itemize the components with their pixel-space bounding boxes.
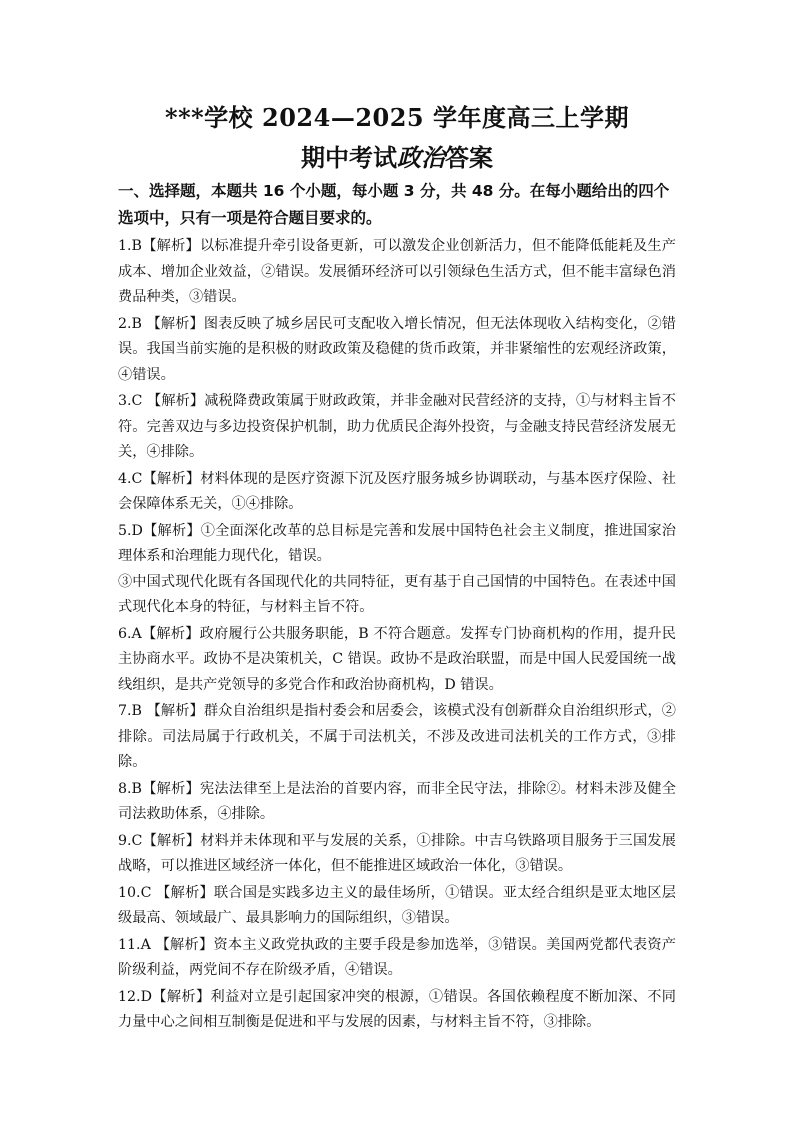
subtitle-subject: 政治 bbox=[397, 143, 445, 172]
answer-text: 10.C 【解析】联合国是实践多边主义的最佳场所，①错误。亚太经合组织是亚太地区层级最高、领域最广、最具影响力的国际组织，③错误。 bbox=[118, 884, 676, 926]
answer-item-q8 bbox=[118, 777, 676, 828]
answer-list bbox=[118, 234, 676, 1036]
answer-text: 7.B 【解析】群众自治组织是指村委会和居委会，该模式没有创新群众自治组织形式，②排除。司法局属于行政机关，不属于司法机关，不涉及改进司法机关的工作方式，③排除。 bbox=[118, 703, 676, 770]
answer-item-q12 bbox=[118, 985, 676, 1036]
answer-item-q10 bbox=[118, 881, 676, 932]
answer-text: 5.D【解析】①全面深化改革的总目标是完善和发展中国特色社会主义制度，推进国家治理体系和治理能力现代化，错误。 bbox=[118, 522, 676, 564]
answer-text: 1.B【解析】以标准提升牵引设备更新，可以激发企业创新活力，但不能降低能耗及生产成本、增加企业效益，②错误。发展循环经济可以引领绿色生活方式，但不能丰富绿色消费品种类，③错误。 bbox=[118, 238, 676, 305]
section-heading: 一、选择题，本题共 16 个小题，每小题 3 分，共 48 分。在每小题给出的四个选项中，只有一项是符合题目要求的。 bbox=[118, 182, 670, 227]
answer-item-q2 bbox=[118, 312, 676, 389]
answer-item-q9 bbox=[118, 829, 676, 880]
answer-text: 8.B【解析】宪法法律至上是法治的首要内容，而非全民守法，排除②。材料未涉及健全司法救助体系，④排除。 bbox=[118, 780, 676, 822]
answer-text: ③中国式现代化既有各国现代化的共同特征，更有基于自己国情的中国特色。在表述中国式现代化本身的特征，与材料主旨不符。 bbox=[118, 573, 676, 615]
answer-item-q1 bbox=[118, 234, 676, 311]
document-title: ***学校 2024—2025 学年度高三上学期 bbox=[165, 103, 629, 132]
document-subtitle bbox=[118, 140, 676, 176]
answer-text: 9.C【解析】材料并未体现和平与发展的关系，①排除。中吉乌铁路项目服务于三国发展战略，可以推进区域经济一体化，但不能推进区域政治一体化，③错误。 bbox=[118, 832, 676, 874]
answer-item-q11 bbox=[118, 933, 676, 984]
answer-text: 11.A 【解析】资本主义政党执政的主要手段是参加选举，③错误。美国两党都代表资产阶级利益，两党间不存在阶级矛盾，④错误。 bbox=[118, 936, 676, 978]
answer-text: 3.C 【解析】减税降费政策属于财政政策，并非金融对民营经济的支持，①与材料主旨不符。完善双边与多边投资保护机制，助力优质民企海外投资，与金融支持民营经济发展无关，④排除。 bbox=[118, 393, 676, 460]
answer-text: 4.C【解析】材料体现的是医疗资源下沉及医疗服务城乡协调联动，与基本医疗保险、社会保障体系无关，①④排除。 bbox=[118, 470, 676, 512]
answer-item-q3 bbox=[118, 389, 676, 466]
answer-text: 12.D【解析】利益对立是引起国家冲突的根源，①错误。各国依赖程度不断加深、不同力量中心之间相互制衡是促进和平与发展的因素，与材料主旨不符，③排除。 bbox=[118, 988, 676, 1030]
answer-item-q4 bbox=[118, 467, 676, 518]
answer-text: 2.B 【解析】图表反映了城乡居民可支配收入增长情况，但无法体现收入结构变化，②错误。我国当前实施的是积极的财政政策及稳健的货币政策，并非紧缩性的宏观经济政策，④错误。 bbox=[118, 315, 676, 383]
answer-item-q5 bbox=[118, 519, 676, 621]
subtitle-prefix: 期中考试 bbox=[301, 143, 397, 172]
subtitle-suffix: 答案 bbox=[445, 143, 493, 172]
answer-item-q7 bbox=[118, 699, 676, 776]
answer-item-q6 bbox=[118, 622, 676, 699]
answer-text: 6.A【解析】政府履行公共服务职能，B 不符合题意。发挥专门协商机构的作用，提升民主协商水平。政协不是决策机关，C 错误。政协不是政治联盟，而是中国人民爱国统一战线组织，是共产党领导的多党合作和政治协商机构，D 错误。 bbox=[118, 625, 676, 693]
